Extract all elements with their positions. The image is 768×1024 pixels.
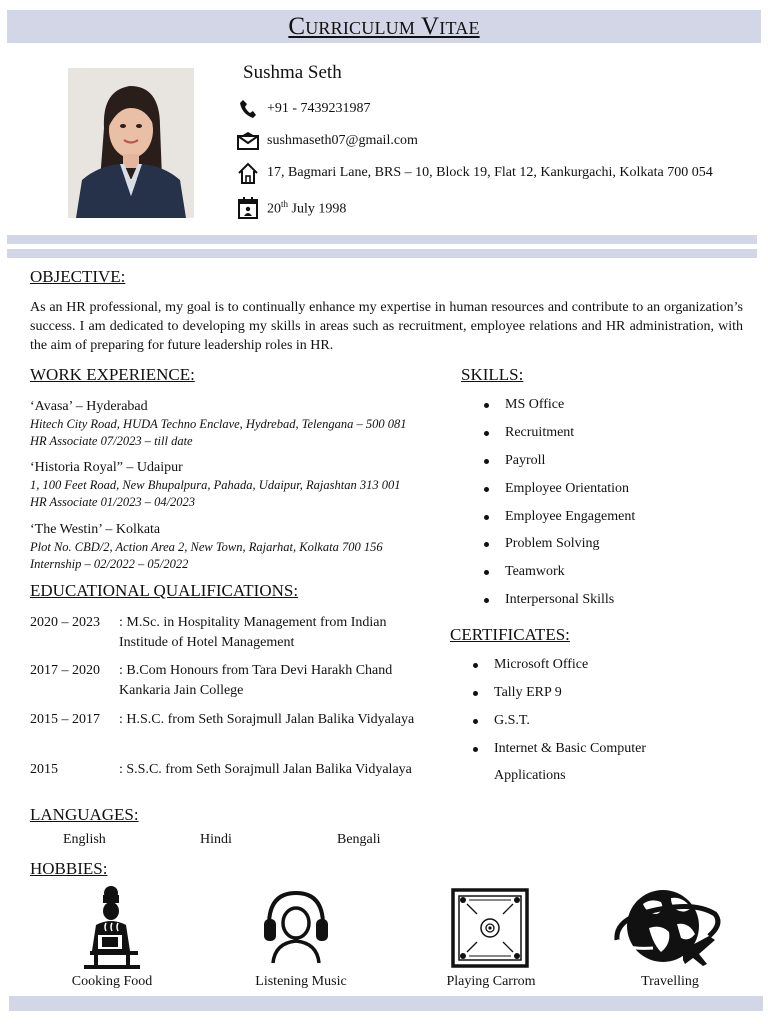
education-desc: : S.S.C. from Seth Sorajmull Jalan Balika Vidyalaya [119,762,412,777]
job-entry [30,459,450,511]
education-desc: : H.S.C. from Seth Sorajmull Jalan Balika Vidyalaya [119,712,415,727]
hobby-label: Travelling [641,974,699,989]
hobby-label: Playing Carrom [446,974,536,989]
job-entry [30,521,450,573]
work-experience-heading: WORK EXPERIENCE: [30,365,195,384]
education-row [30,760,430,780]
skill-item: Employee Engagement [484,509,635,525]
objective-heading: OBJECTIVE: [30,267,126,286]
job-title: ‘Avasa’ – Hyderabad [30,399,148,414]
address-row [237,160,713,186]
job-role: HR Associate 07/2023 – till date [30,434,193,448]
languages-heading: LANGUAGES: [30,805,139,824]
headphones-icon [261,887,331,965]
skill-item: Payroll [484,453,545,469]
job-title: ‘The Westin’ – Kolkata [30,522,161,537]
education-row [30,613,430,653]
email-icon [237,130,259,152]
skill-item: Interpersonal Skills [484,592,614,608]
dob-row [237,195,346,221]
phone-icon [237,98,259,120]
education-row [30,710,430,730]
job-title: ‘Historia Royal” – Udaipur [30,460,183,475]
job-entry [30,398,450,450]
job-address: Hitech City Road, HUDA Techno Enclave, Hydrebad, Telengana – 500 081 [30,417,407,431]
separator-band [7,249,757,258]
certificate-item: Microsoft Office [473,657,588,673]
certificate-item: G.S.T. [473,713,530,729]
education-years: 2017 – 2020 [30,663,100,678]
education-years: 2015 – 2017 [30,712,100,727]
certificate-item: Internet & Basic Computer [473,741,646,757]
profile-photo [68,68,194,218]
skill-item: MS Office [484,397,564,413]
email-address: sushmaseth07@gmail.com [267,133,418,148]
job-address: Plot No. CBD/2, Action Area 2, New Town, Rajarhat, Kolkata 700 156 [30,540,383,554]
job-role: Internship – 02/2022 – 05/2022 [30,557,189,571]
hobby-label: Listening Music [255,974,347,989]
full-name: Sushma Seth [243,62,342,83]
hobbies-heading: HOBBIES: [30,859,108,878]
calendar-icon [237,197,259,219]
skill-item: Problem Solving [484,536,600,552]
skills-heading: SKILLS: [461,365,524,384]
hobby-label: Cooking Food [71,974,153,989]
certificate-item-continued: Applications [494,768,566,783]
page-title: Curriculum Vitae [288,13,480,40]
email-row [237,128,418,154]
footer-band [9,996,763,1011]
skill-item: Teamwork [484,564,565,580]
certificate-item: Tally ERP 9 [473,685,562,701]
chef-cooking-icon [82,885,142,971]
skill-item: Recruitment [484,425,574,441]
job-address: 1, 100 Feet Road, New Bhupalpura, Pahada, Udaipur, Rajashtan 313 001 [30,478,401,492]
home-icon [237,162,259,184]
education-years: 2015 [30,762,58,777]
globe-airplane-icon [613,884,721,970]
education-heading: EDUCATIONAL QUALIFICATIONS: [30,581,299,600]
education-row [30,661,430,701]
education-desc: : B.Com Honours from Tara Devi Harakh Chand Kankaria Jain College [119,663,393,698]
education-desc: : M.Sc. in Hospitality Management from Indian Institude of Hotel Management [119,615,387,650]
home-address: 17, Bagmari Lane, BRS – 10, Block 19, Flat 12, Kankurgachi, Kolkata 700 054 [267,165,713,180]
carrom-board-icon [451,888,529,968]
phone-row [237,96,371,122]
language-item: Hindi [200,832,232,847]
education-years: 2020 – 2023 [30,615,100,630]
language-item: English [63,832,106,847]
phone-number: +91 - 7439231987 [267,101,371,116]
title-band [7,10,761,43]
skill-item: Employee Orientation [484,481,629,497]
certificates-heading: CERTIFICATES: [450,625,570,644]
date-of-birth: 20th July 1998 [267,198,347,217]
job-role: HR Associate 01/2023 – 04/2023 [30,495,196,509]
language-item: Bengali [337,832,381,847]
objective-text: As an HR professional, my goal is to continually enhance my expertise in human resources and contribute to an organization’s success. I am dedicated to developing my skills in areas such as recruitment, employee relations and HR administration, with the aim of preparing for future leadership roles in HR. [30,300,743,353]
separator-band [7,235,757,244]
